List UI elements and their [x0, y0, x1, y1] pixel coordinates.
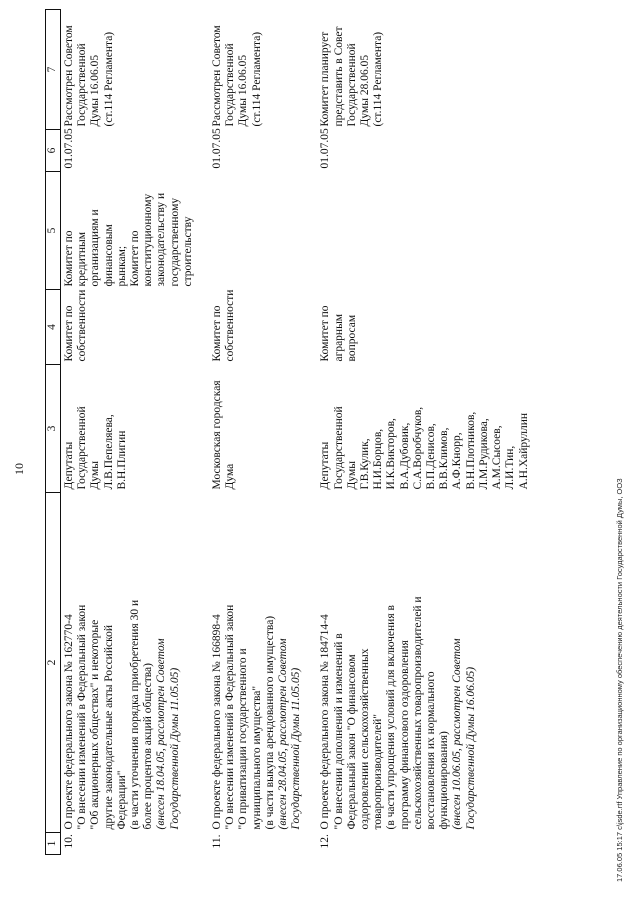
bill-status-line: (ст.114 Регламента): [250, 31, 263, 127]
co-committees-line: кредитным: [76, 232, 89, 287]
responsible-committee-line: собственности: [76, 289, 89, 362]
row-number: 12.: [319, 834, 332, 849]
bill-status-line: Комитет планирует: [319, 31, 332, 127]
bill-status-line: Думы 16.06.05: [89, 54, 102, 127]
table-row: [317, 10, 544, 855]
bill-authors-line: Л.И.Тин,: [504, 445, 517, 490]
bill-authors-line: В.П.Денисов,: [425, 423, 438, 490]
bill-authors: [61, 365, 210, 493]
bill-authors-line: Московская городская: [211, 380, 224, 490]
bill-status: [209, 10, 317, 130]
responsible-committee: [317, 290, 544, 365]
bill-authors-line: В.Н.Плигин: [115, 430, 128, 490]
bill-authors-line: С.А.Воробчуков,: [411, 406, 424, 490]
bill-authors-line: Дума: [224, 463, 237, 490]
bills-table: [45, 9, 545, 855]
bill-authors-line: Депутаты: [319, 441, 332, 490]
bill-status-line: представить в Совет: [332, 26, 345, 127]
table-row: [61, 10, 210, 855]
bill-authors-line: Государственной: [332, 406, 345, 490]
column-header: 1: [46, 833, 61, 855]
bill-title-line: "Об акционерных обществах" и некоторые: [89, 619, 102, 830]
bill-status-line: Рассмотрен Советом: [211, 25, 224, 127]
bill-title-line: "О приватизации государственного и: [237, 648, 250, 830]
bill-status-line: (ст.114 Регламента): [102, 31, 115, 127]
bill-title: [61, 493, 210, 833]
responsible-committee: [61, 290, 210, 365]
column-header: 2: [46, 493, 61, 833]
bill-title-line: (в части упрощения условий для включения в: [385, 605, 398, 830]
bill-authors-line: Думы: [345, 461, 358, 490]
bill-title-line: муниципального имущества": [250, 685, 263, 830]
co-committees: [209, 172, 317, 290]
bill-title-line: "О внесении дополнений и изменений в: [332, 633, 345, 830]
bill-authors-line: А.М.Сысоев,: [491, 425, 504, 490]
table-header-row: [46, 10, 61, 855]
bill-title-line: (в части уточнения порядка приобретения 30 и: [129, 599, 142, 830]
bill-status-line: (ст.114 Регламента): [372, 31, 385, 127]
bill-title-line: программу финансового оздоровления: [398, 640, 411, 830]
bill-status-line: Думы 28.06.05: [359, 54, 372, 127]
co-committees: [317, 172, 544, 290]
co-committees-line: финансовым: [102, 224, 115, 287]
responsible-committee: [209, 290, 317, 365]
bill-authors: [209, 365, 317, 493]
deadline-date: 01.07.05: [63, 128, 75, 169]
bill-authors-line: Думы: [89, 461, 102, 490]
bill-title-line: оздоровлении сельскохозяйственных: [359, 648, 372, 830]
column-header: 4: [46, 290, 61, 365]
bill-title-line: "О внесении изменений в Федеральный закон: [224, 604, 237, 830]
co-committees-line: Комитет по: [63, 230, 75, 287]
column-header: 7: [46, 10, 61, 130]
responsible-committee-line: Комитет по: [211, 305, 224, 362]
page-number: 10: [12, 463, 26, 475]
deadline-date: 01.07.05: [211, 128, 224, 169]
bill-title: [317, 493, 544, 833]
bill-title-line: функционирования): [438, 731, 451, 830]
bill-title-line: (в части выкупа арендованного имущества): [263, 615, 276, 830]
co-committees: [61, 172, 210, 290]
bill-status-line: Государственной: [224, 43, 237, 127]
row-number: 10.: [63, 834, 75, 849]
bill-authors-line: Л.М.Рудикова,: [477, 418, 490, 490]
bill-note-line: Государственной Думы 11.05.05): [290, 667, 303, 830]
bill-title-line: другие законодательные акты Российской: [102, 625, 115, 830]
bill-authors-line: Государственной: [76, 406, 89, 490]
responsible-committee-line: Комитет по: [319, 305, 332, 362]
row-number: 11.: [211, 834, 224, 849]
column-header: 5: [46, 172, 61, 290]
responsible-committee-line: собственности: [224, 289, 237, 362]
co-committees-line: государственному: [168, 197, 181, 287]
co-committees-line: организациям и: [89, 209, 102, 287]
bill-note-line: (внесен 18.04.05, рассмотрен Советом: [155, 638, 168, 830]
bill-authors-line: И.К.Викторов,: [385, 418, 398, 490]
bill-authors-line: В.Н.Плотников,: [464, 411, 477, 490]
co-committees-line: рынкам;: [115, 245, 128, 287]
bill-authors-line: А.Ф.Кнорр,: [451, 432, 464, 490]
bill-status-line: Рассмотрен Советом: [63, 25, 75, 127]
co-committees-line: Комитет по: [129, 230, 142, 287]
bill-authors-line: Л.В.Пепеляева,: [102, 414, 115, 490]
co-committees-line: строительству: [181, 216, 194, 287]
bill-status-line: Государственной: [76, 43, 89, 127]
column-header: 6: [46, 130, 61, 172]
bill-authors-line: Г.В.Кулик,: [359, 438, 372, 490]
bill-status-line: Думы 16.06.05: [237, 54, 250, 127]
bill-note-line: Государственной Думы 11.05.05): [168, 667, 181, 830]
co-committees-line: законодательству и: [155, 192, 168, 287]
bill-note-line: Государственной Думы 16.06.05): [464, 666, 477, 830]
bill-status: [317, 10, 544, 130]
bill-status-line: Государственной: [345, 43, 358, 127]
bill-note-line: (внесен 28.04.05, рассмотрен Советом: [277, 638, 290, 830]
bill-title-line: О проекте федерального закона № 184714-4: [319, 614, 332, 830]
bill-status: [61, 10, 210, 130]
bill-title-line: Федерации": [115, 770, 128, 830]
responsible-committee-line: вопросам: [345, 314, 358, 362]
bill-authors-line: В.В.Климов,: [438, 427, 451, 490]
responsible-committee-line: Комитет по: [63, 305, 75, 362]
responsible-committee-line: аграрным: [332, 313, 345, 362]
table-row: [209, 10, 317, 855]
bill-title-line: Федеральный закон "О финансовом: [345, 654, 358, 830]
bill-title-line: товаропроизводителей": [372, 714, 385, 830]
bill-title: [209, 493, 317, 833]
bill-title-line: восстановления их нормального: [425, 671, 438, 830]
bill-authors-line: А.Н.Хайруллин: [517, 412, 530, 490]
bill-note-line: (внесен 10.06.05, рассмотрен Советом: [451, 638, 464, 830]
bill-title-line: "О внесении изменений в Федеральный закон: [76, 604, 89, 830]
bill-authors: [317, 365, 544, 493]
deadline-date: 01.07.05: [319, 128, 332, 169]
bill-authors-line: В.А.Дубовик,: [398, 422, 411, 490]
bill-authors-line: Депутаты: [63, 441, 75, 490]
bill-title-line: сельскохозяйственных товаропроизводителей и: [411, 596, 424, 830]
bill-title-line: О проекте федерального закона № 162770-4: [63, 614, 75, 830]
bill-title-line: более процентов акций общества): [142, 663, 155, 830]
bill-title-line: О проекте федерального закона № 166898-4: [211, 614, 224, 830]
bill-authors-line: Н.И.Борцов,: [372, 428, 385, 490]
column-header: 3: [46, 365, 61, 493]
co-committees-line: конституционному: [142, 193, 155, 287]
document-footer: 17.06.05 15:17 c\jsde.rtf Управление по организационному обеспечению деятельности Государственной Думы, ООЗ: [615, 478, 624, 882]
